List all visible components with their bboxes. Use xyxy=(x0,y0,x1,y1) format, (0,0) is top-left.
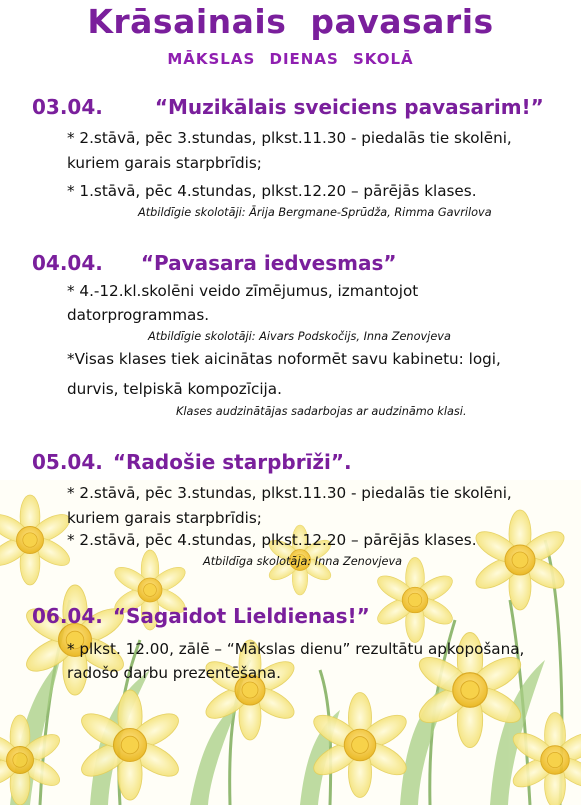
event-date: 06.04. xyxy=(32,604,103,628)
event-line: * 2.stāvā, pēc 3.stundas, plkst.11.30 - piedalās tie skolēni, xyxy=(67,484,512,502)
event-heading xyxy=(32,604,370,628)
event-responsible: Atbildīga skolotāja: Inna Zenovjeva xyxy=(203,555,403,568)
event-line: * 4.-12.kl.skolēni veido zīmējumus, izmantojot xyxy=(67,282,419,300)
event-heading xyxy=(32,95,544,119)
event-date: 05.04. xyxy=(32,450,103,474)
event-title: “Sagaidot Lieldienas!” xyxy=(112,604,370,628)
event-note: Klases audzinātājas sadarbojas ar audzināmo klasi. xyxy=(176,405,467,418)
event-line: durvis, telpiskā kompozīcija. xyxy=(67,380,282,398)
event-date: 04.04. xyxy=(32,251,103,275)
event-responsible: Atbildīgie skolotāji: Aivars Podskočijs, Inna Zenovjeva xyxy=(148,330,451,343)
event-date: 03.04. xyxy=(32,95,103,119)
event-line: * 2.stāvā, pēc 3.stundas, plkst.11.30 - piedalās tie skolēni, xyxy=(67,129,512,147)
event-line: * plkst. 12.00, zālē – “Mākslas dienu” rezultātu apkopošana, xyxy=(67,640,525,658)
page-title: Krāsainais pavasaris xyxy=(87,2,494,41)
page-subtitle: MĀKSLAS DIENAS SKOLĀ xyxy=(167,50,414,68)
event-line: kuriem garais starpbrīdis; xyxy=(67,154,262,172)
event-title: “Radošie starpbrīži”. xyxy=(112,450,352,474)
event-heading xyxy=(32,450,352,474)
event-line: kuriem garais starpbrīdis; xyxy=(67,509,262,527)
event-line: * 2.stāvā, pēc 4.stundas, plkst.12.20 – pārējās klases. xyxy=(67,531,477,549)
event-heading xyxy=(32,251,397,275)
event-line: datorprogrammas. xyxy=(67,306,210,324)
event-title: “Pavasara iedvesmas” xyxy=(140,251,397,275)
event-responsible: Atbildīgie skolotāji: Ārija Bergmane-Sprūdža, Rimma Gavrilova xyxy=(138,206,492,219)
event-line: * 1.stāvā, pēc 4.stundas, plkst.12.20 – pārējās klases. xyxy=(67,182,477,200)
event-line: radošo darbu prezentēšana. xyxy=(67,664,281,682)
event-title: “Muzikālais sveiciens pavasarim!” xyxy=(154,95,544,119)
event-line: *Visas klases tiek aicinātas noformēt savu kabinetu: logi, xyxy=(67,350,501,368)
